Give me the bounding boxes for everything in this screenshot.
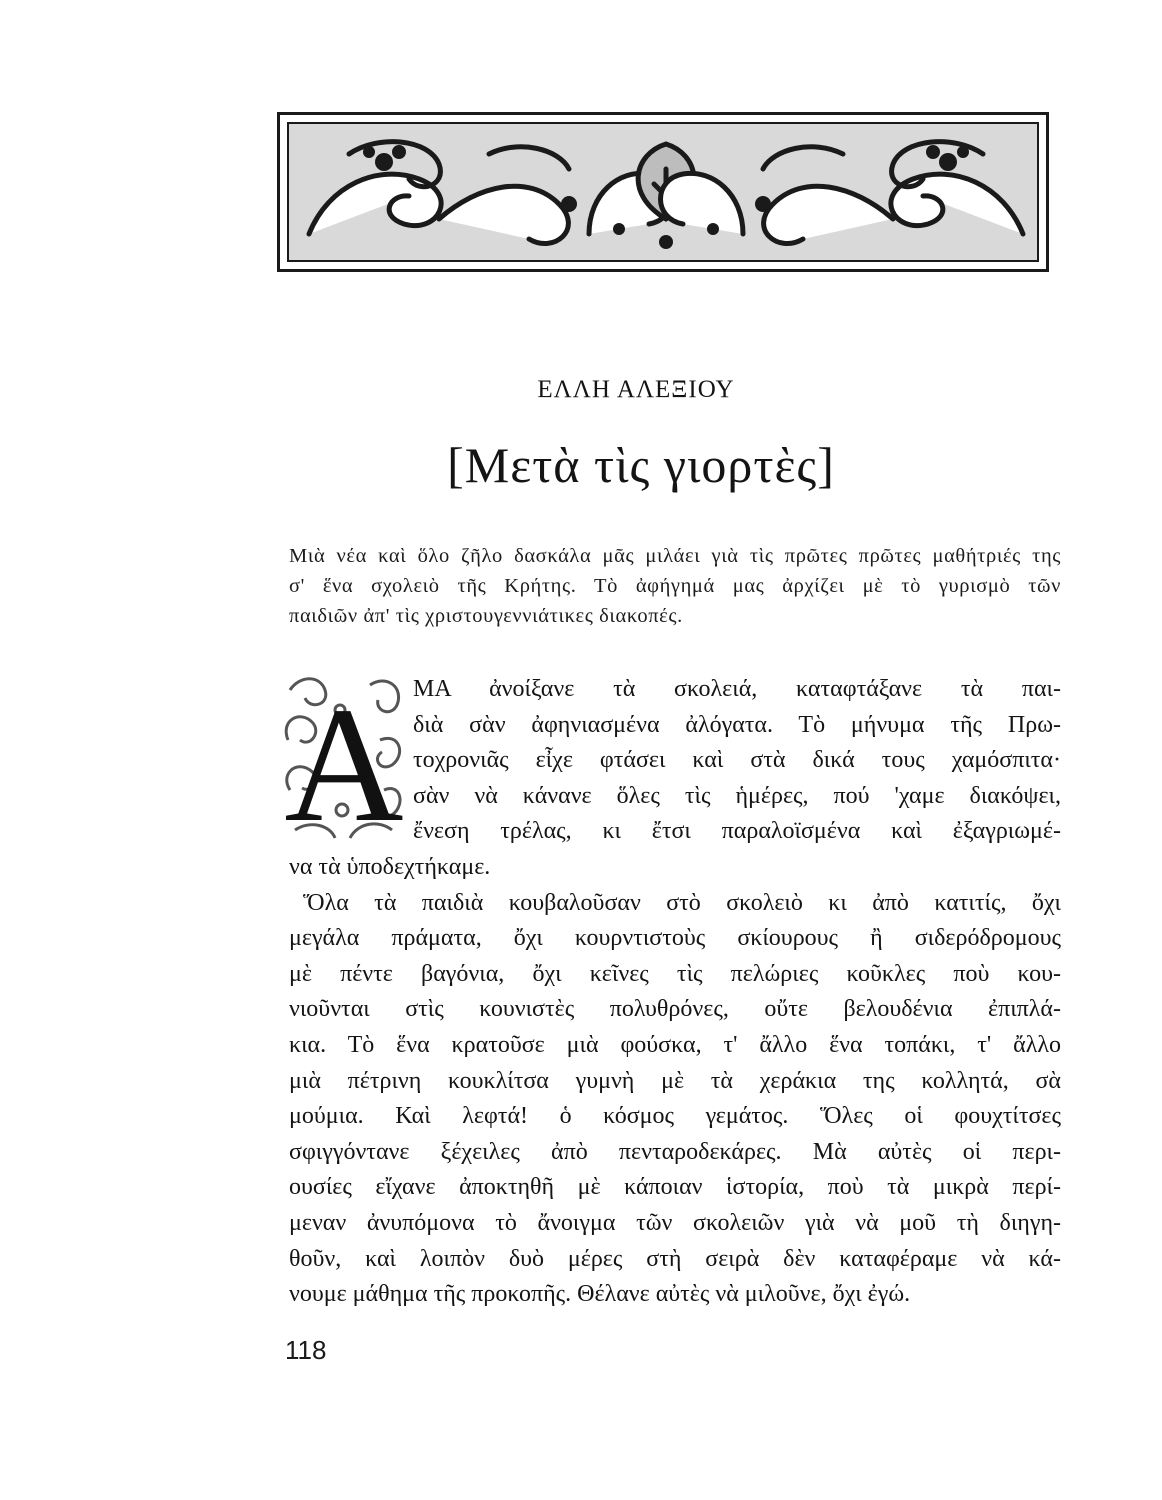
body-line: μεναν ἀνυπόμονα τὸ ἄνοιγμα τῶν σκολειῶν γιὰ νὰ μοῦ τὴ διηγη- [289,1209,1061,1236]
body-line: σφιγγόντανε ξέχειλες ἀπὸ πενταροδεκάρες. Μὰ αὐτὲς οἱ περι- [289,1138,1061,1165]
ornamental-header-band [277,112,1049,272]
body-line: νουμε μάθημα τῆς προκοπῆς. Θέλανε αὐτὲς νὰ μιλοῦνε, ὄχι ἐγώ. [289,1281,911,1308]
author-name: ΕΛΛΗ ΑΛΕΞΙΟΥ [537,376,735,403]
body-line: κια. Τὸ ἕνα κρατοῦσε μιὰ φούσκα, τ' ἄλλο ἕνα τοπάκι, τ' ἄλλο [289,1031,1061,1058]
body-line: ουσίες εἴχανε ἀποκτηθῆ μὲ κάποιαν ἱστορία, ποὺ τὰ μικρὰ περί- [289,1174,1061,1201]
page-number: 118 [285,1335,327,1365]
body-line: τοχρονιᾶς εἶχε φτάσει καὶ στὰ δικά τους χαμόσπιτα· [413,747,1061,774]
body-line: διὰ σὰν ἀφηνιασμένα ἀλόγατα. Τὸ μήνυμα τῆς Πρω- [413,711,1061,738]
body-line: Ὅλα τὰ παιδιὰ κουβαλοῦσαν στὸ σκολειὸ κι ἀπὸ κατιτίς, ὄχι [303,889,1061,916]
intro-line: Μιὰ νέα καὶ ὅλο ζῆλο δασκάλα μᾶς μιλάει γιὰ τὶς πρῶτες πρῶτες μαθήτριές της [289,545,1061,567]
drop-cap-letter: Α [284,673,404,848]
body-line: θοῦν, καὶ λοιπὸν δυὸ μέρες στὴ σειρὰ δὲν καταφέραμε νὰ κά- [289,1245,1061,1272]
body-line: μούμια. Καὶ λεφτά! ὁ κόσμος γεμάτος. Ὅλες οἱ φουχτίτσες [289,1103,1061,1130]
intro-line: σ' ἕνα σχολειὸ τῆς Κρήτης. Τὸ ἀφήγημά μας ἀρχίζει μὲ τὸ γυρισμὸ τῶν [289,575,1061,597]
main-text [289,672,1061,1313]
intro-paragraph [289,541,1061,631]
intro-line: παιδιῶν ἀπ' τὶς χριστουγεννιάτικες διακοπές. [289,605,683,627]
body-line: ἔνεση τρέλας, κι ἔτσι παραλοϊσμένα καὶ ἐξαγριωμέ- [413,818,1061,845]
body-line: μὲ πέντε βαγόνια, ὄχι κεῖνες τὶς πελώριες κοῦκλες ποὺ κου- [289,960,1061,987]
story-title: [Μετὰ τὶς γιορτὲς] [447,437,835,493]
body-line: μιὰ πέτρινη κουκλίτσα γυμνὴ μὲ τὰ χεράκια της κολλητά, σὰ [289,1067,1061,1094]
body-line: σὰν νὰ κάνανε ὅλες τὶς ἡμέρες, πού 'χαμε διακόψει, [413,782,1061,809]
body-line: μεγάλα πράματα, ὄχι κουρντιστοὺς σκίουρους ἢ σιδερόδρομους [289,925,1061,952]
body-line: νιοῦνται στὶς κουνιστὲς πολυθρόνες, οὔτε βελουδένια ἐπιπλά- [289,996,1061,1023]
body-line: ΜΑ ἀνοίξανε τὰ σκολειά, καταφτάξανε τὰ παι- [413,676,1061,702]
floral-scroll-ornament [289,124,1039,262]
body-line: να τὰ ὑποδεχτήκαμε. [289,853,491,880]
